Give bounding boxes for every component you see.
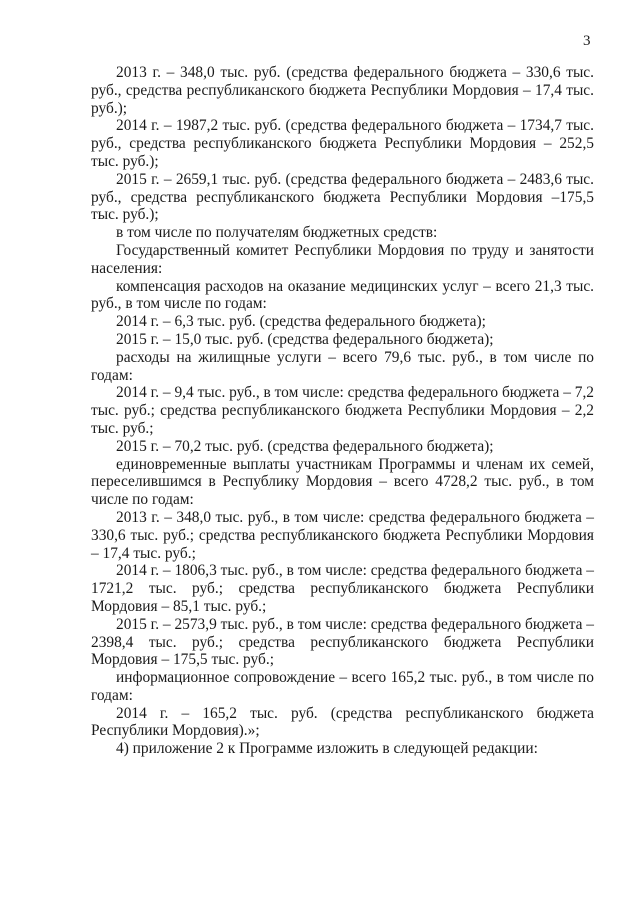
paragraph-housing-2015: 2015 г. – 70,2 тыс. руб. (средства федерального бюджета);: [116, 437, 494, 455]
paragraph-payments-2014: 2014 г. – 1806,3 тыс. руб., в том числе: средства федерального бюджета – 1721,2 тыс. руб.; средства республиканского бюджета Республики Мордовия – 85,1 тыс. руб.;: [91, 562, 594, 615]
paragraph-information-2014: 2014 г. – 165,2 тыс. руб. (средства республиканского бюджета Республики Мордовия).»;: [91, 704, 594, 740]
paragraph-payments-2015: 2015 г. – 2573,9 тыс. руб., в том числе: средства федерального бюджета – 2398,4 тыс. руб.; средства республиканского бюджета Республики Мордовия – 175,5 тыс. руб.;: [91, 615, 594, 669]
paragraph-budget-2013: 2013 г. – 348,0 тыс. руб. (средства федерального бюджета – 330,6 тыс. руб., средства республиканского бюджета Республики Мордовия – 17,4 тыс. руб.);: [91, 64, 594, 117]
paragraph-appendix-2: 4) приложение 2 к Программе изложить в следующей редакции:: [116, 740, 538, 758]
paragraph-recipients-intro: в том числе по получателям бюджетных средств:: [116, 224, 438, 242]
page-number: 3: [583, 33, 591, 49]
paragraph-housing-expenses: расходы на жилищные услуги – всего 79,6 тыс. руб., в том числе по годам:: [91, 348, 594, 384]
document-body: [91, 64, 594, 758]
paragraph-lump-sum-payments: единовременные выплаты участникам Программы и членам их семей, переселившимся в Республику Мордовия – всего 4728,2 тыс. руб., в том числе по годам:: [91, 455, 594, 509]
paragraph-budget-2014: 2014 г. – 1987,2 тыс. руб. (средства федерального бюджета – 1734,7 тыс. руб., средства республиканского бюджета Республики Мордовия – 252,5 тыс. руб.);: [91, 117, 594, 170]
paragraph-budget-2015: 2015 г. – 2659,1 тыс. руб. (средства федерального бюджета – 2483,6 тыс. руб., средства республиканского бюджета Республики Мордовия –175,5 тыс. руб.);: [91, 170, 594, 224]
paragraph-medical-compensation: компенсация расходов на оказание медицинских услуг – всего 21,3 тыс. руб., в том числе по годам:: [91, 277, 594, 313]
paragraph-housing-2014: 2014 г. – 9,4 тыс. руб., в том числе: средства федерального бюджета – 7,2 тыс. руб.; средства республиканского бюджета Республики Мордовия – 2,2 тыс. руб.;: [91, 384, 594, 437]
paragraph-payments-2013: 2013 г. – 348,0 тыс. руб., в том числе: средства федерального бюджета – 330,6 тыс. руб.; средства республиканского бюджета Республики Мордовия – 17,4 тыс. руб.;: [91, 508, 594, 562]
paragraph-information-support: информационное сопровождение – всего 165,2 тыс. руб., в том числе по годам:: [91, 669, 594, 704]
paragraph-state-committee: Государственный комитет Республики Мордовия по труду и занятости населения:: [91, 241, 594, 277]
paragraph-medical-2014: 2014 г. – 6,3 тыс. руб. (средства федерального бюджета);: [116, 313, 486, 331]
paragraph-medical-2015: 2015 г. – 15,0 тыс. руб. (средства федерального бюджета);: [116, 330, 494, 348]
